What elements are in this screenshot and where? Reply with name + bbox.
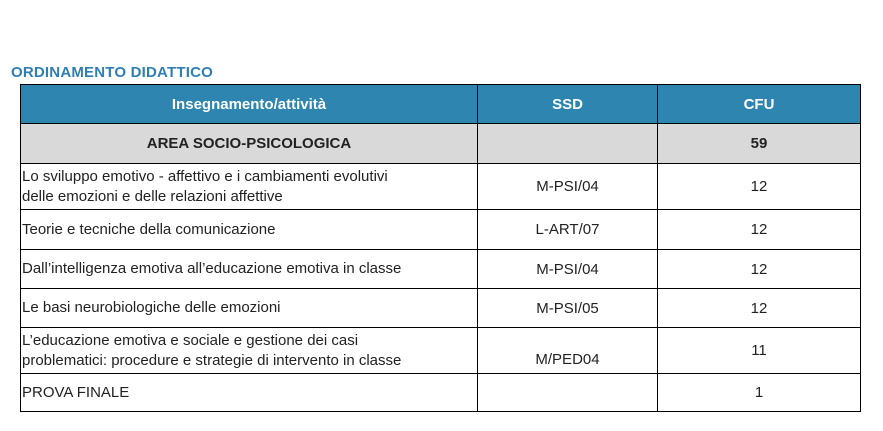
course-ssd-value: M/PED04	[535, 351, 600, 368]
course-name	[21, 374, 478, 412]
header-cfu: CFU	[658, 85, 861, 124]
course-name-line: L’educazione emotiva e sociale e gestione dei casi	[22, 331, 359, 349]
table-row	[21, 374, 861, 412]
course-cfu: 1	[658, 374, 861, 412]
table-row	[21, 164, 861, 210]
course-ssd	[478, 328, 658, 374]
area-ssd	[478, 124, 658, 164]
course-name-line: Lo sviluppo emotivo - affettivo e i cambiamenti evolutivi	[22, 167, 388, 185]
course-name-line: Le basi neurobiologiche delle emozioni	[22, 299, 281, 316]
table-row	[21, 210, 861, 250]
course-cfu: 12	[658, 210, 861, 250]
table-header-row	[21, 85, 861, 124]
table-row	[21, 328, 861, 374]
table-row	[21, 289, 861, 328]
course-ssd: M-PSI/04	[478, 164, 658, 210]
header-ssd: SSD	[478, 85, 658, 124]
course-cfu: 11	[658, 328, 861, 374]
course-name-line: PROVA FINALE	[22, 383, 130, 401]
area-cfu: 59	[658, 124, 861, 164]
area-name: AREA SOCIO-PSICOLOGICA	[21, 124, 478, 164]
course-name	[21, 210, 478, 250]
header-insegnamento: Insegnamento/attività	[21, 85, 478, 124]
curriculum-table	[20, 84, 861, 412]
area-row	[21, 124, 861, 164]
course-cfu: 12	[658, 164, 861, 210]
course-name-line: Teorie e tecniche della comunicazione	[22, 220, 276, 238]
course-name	[21, 164, 478, 210]
course-ssd: M-PSI/04	[478, 250, 658, 289]
course-cfu: 12	[658, 250, 861, 289]
course-name-line: problematici: procedure e strategie di intervento in classe	[22, 351, 402, 369]
course-name-line: Dall’intelligenza emotiva all’educazione emotiva in classe	[22, 260, 402, 277]
course-name	[21, 289, 478, 328]
section-title: ORDINAMENTO DIDATTICO	[11, 64, 213, 81]
course-ssd	[478, 374, 658, 412]
course-ssd: M-PSI/05	[478, 289, 658, 328]
course-name	[21, 250, 478, 289]
course-cfu: 12	[658, 289, 861, 328]
table-row	[21, 250, 861, 289]
course-name-line: delle emozioni e delle relazioni affettive	[22, 187, 283, 205]
course-ssd: L-ART/07	[478, 210, 658, 250]
course-name	[21, 328, 478, 374]
